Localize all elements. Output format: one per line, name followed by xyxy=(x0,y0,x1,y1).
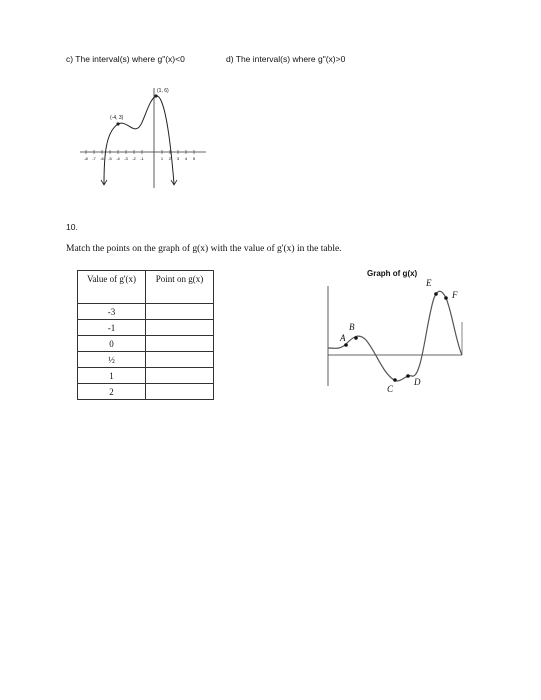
graph1-point-right xyxy=(154,94,157,97)
graph1-tick-label: 5 xyxy=(192,156,196,161)
graph2-point-e xyxy=(434,292,438,296)
question-number: 10. xyxy=(66,222,78,232)
row-answer-cell[interactable] xyxy=(146,320,214,336)
graph1-point-left xyxy=(116,122,119,125)
graph2-label-b: B xyxy=(349,322,355,332)
row-answer-cell[interactable] xyxy=(146,336,214,352)
row-answer-cell[interactable] xyxy=(146,304,214,320)
graph1-tick-label: 2 xyxy=(168,156,172,161)
graph1-tick-label: -5 xyxy=(108,156,112,161)
row-value: 0 xyxy=(78,336,146,352)
graph1-tick-label: -3 xyxy=(124,156,128,161)
match-table xyxy=(77,270,214,400)
row-value: -1 xyxy=(78,320,146,336)
part-d-prompt: d) The interval(s) where g"(x)>0 xyxy=(226,54,346,64)
table-row xyxy=(78,304,214,320)
table-row xyxy=(78,368,214,384)
graph2-point-f xyxy=(444,296,448,300)
graph1-tick-label: -8 xyxy=(84,156,88,161)
graph1-tick-label: -4 xyxy=(116,156,120,161)
part-c-prompt: c) The interval(s) where g"(x)<0 xyxy=(66,54,185,64)
graph2-label-a: A xyxy=(340,333,346,343)
graph1-tick-label: -1 xyxy=(140,156,144,161)
graph1-tick-label: -2 xyxy=(132,156,136,161)
graph1-tick-label: 4 xyxy=(184,156,188,161)
graph1-tick-label: -6 xyxy=(100,156,104,161)
row-value: 2 xyxy=(78,384,146,400)
graph1-tick-label: 3 xyxy=(176,156,180,161)
table-row xyxy=(78,320,214,336)
graph2-point-a xyxy=(344,343,348,347)
graph-g-double-prime-question xyxy=(78,84,208,190)
graph1-tick-label: -7 xyxy=(92,156,96,161)
header-value: Value of g'(x) xyxy=(78,271,146,304)
graph2-point-d xyxy=(406,374,410,378)
row-value: 1 xyxy=(78,368,146,384)
graph2-label-e: E xyxy=(426,278,432,288)
graph1-label-right: (1, 6) xyxy=(157,88,169,94)
graph1-tick-label: 1 xyxy=(160,156,164,161)
graph2-point-b xyxy=(354,336,358,340)
table-row xyxy=(78,352,214,368)
graph2-label-d: D xyxy=(414,377,421,387)
row-value: ½ xyxy=(78,352,146,368)
graph1-label-left: (-4, 3) xyxy=(110,115,124,121)
table-row xyxy=(78,336,214,352)
graph2-label-c: C xyxy=(387,384,394,394)
header-point: Point on g(x) xyxy=(146,271,214,304)
graph2-label-f: F xyxy=(452,290,458,300)
row-value: -3 xyxy=(78,304,146,320)
graph2-title: Graph of g(x) xyxy=(367,269,418,278)
row-answer-cell[interactable] xyxy=(146,352,214,368)
question-prompt: Match the points on the graph of g(x) with the value of g'(x) in the table. xyxy=(66,244,342,254)
row-answer-cell[interactable] xyxy=(146,368,214,384)
graph2-curve xyxy=(328,291,462,381)
graph1-curve xyxy=(104,96,174,184)
row-answer-cell[interactable] xyxy=(146,384,214,400)
table-header-row xyxy=(78,271,214,304)
table-row xyxy=(78,384,214,400)
graph2-point-c xyxy=(393,378,397,382)
